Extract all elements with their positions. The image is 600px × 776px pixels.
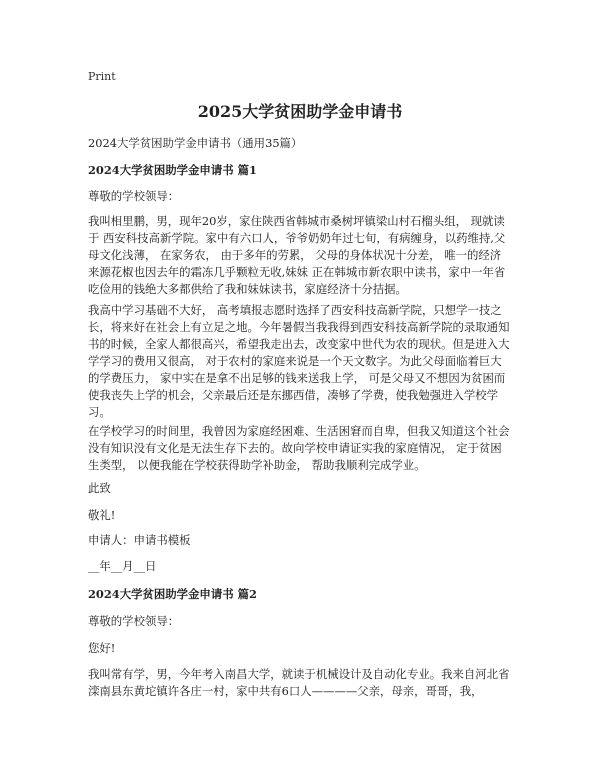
document-subtitle: 2024大学贫困助学金申请书（通用35篇） bbox=[88, 136, 303, 150]
section-1-greeting: 尊敬的学校领导： bbox=[88, 189, 180, 203]
section-1-date: __年__月__日 bbox=[88, 559, 157, 573]
section-2-heading: 2024大学贫困助学金申请书 篇2 bbox=[88, 587, 257, 601]
section-1-heading: 2024大学贫困助学金申请书 篇1 bbox=[88, 163, 257, 177]
print-label[interactable]: Print bbox=[88, 70, 116, 83]
section-2-greeting: 尊敬的学校领导： bbox=[88, 614, 180, 628]
section-2-hello: 您好! bbox=[88, 641, 116, 655]
section-2-paragraph: 我叫常有学，男，今年考入南昌大学，就读于机械设计及自动化专业。我来自河北省滦南县东黄坨镇许各庄一村，家中共有6口人————父亲，母亲，哥哥，我， bbox=[88, 667, 510, 698]
section-1-signer: 申请人：申请书模板 bbox=[88, 533, 191, 547]
section-1-paragraph: 我叫相里鹏，男，现年20岁，家住陕西省韩城市桑树坪镇梁山村石榴头组， 现就读于 西安科技高新学院。家中有六口人，爷爷奶奶年过七旬，有病缠身，以药维持,父母文化浅薄， 在家务农， 由于多年的劳累， 父母的身体状况十分差， 唯一的经济来源花椒也因去年的霜冻几乎颗粒无收,妹妹 正在韩城市新农职中读书，家中一年省吃俭用的钱绝大多都供给了我和妹妹读书，家庭经济十分拮据。 bbox=[88, 214, 506, 296]
document-title: 2025大学贫困助学金申请书 bbox=[197, 102, 403, 121]
section-1-closing: 此致 bbox=[88, 481, 111, 495]
section-1-salute: 敬礼! bbox=[88, 508, 116, 522]
section-1-paragraph: 我高中学习基础不大好， 高考填报志愿时选择了西安科技高新学院，只想学一技之长，将来好在社会上有立足之地。今年暑假当我我得到西安科技高新学院的录取通知书的时候，全家人都很高兴，希望我走出去，改变家中世代为农的现状。但是进入大学学习的费用又很高， 对于农村的家庭来说是一个天文数字。为此父母面临着巨大的学费压力， 家中实在是拿不出足够的钱来送我上学， 可是父母又不想因为贫困而使我丧失上学的机会，父亲最后还是东挪西借，凑够了学费，使我勉强进入学校学习。 bbox=[88, 303, 510, 419]
section-1-paragraph: 在学校学习的时间里，我曾因为家庭经困难、生活困窘而自卑，但我又知道这个社会没有知识没有文化是无法生存下去的。故向学校申请证实我的家庭情况， 定于贫困生类型， 以便我能在学校获得助学补助金， 帮助我顺利完成学业。 bbox=[88, 424, 510, 472]
